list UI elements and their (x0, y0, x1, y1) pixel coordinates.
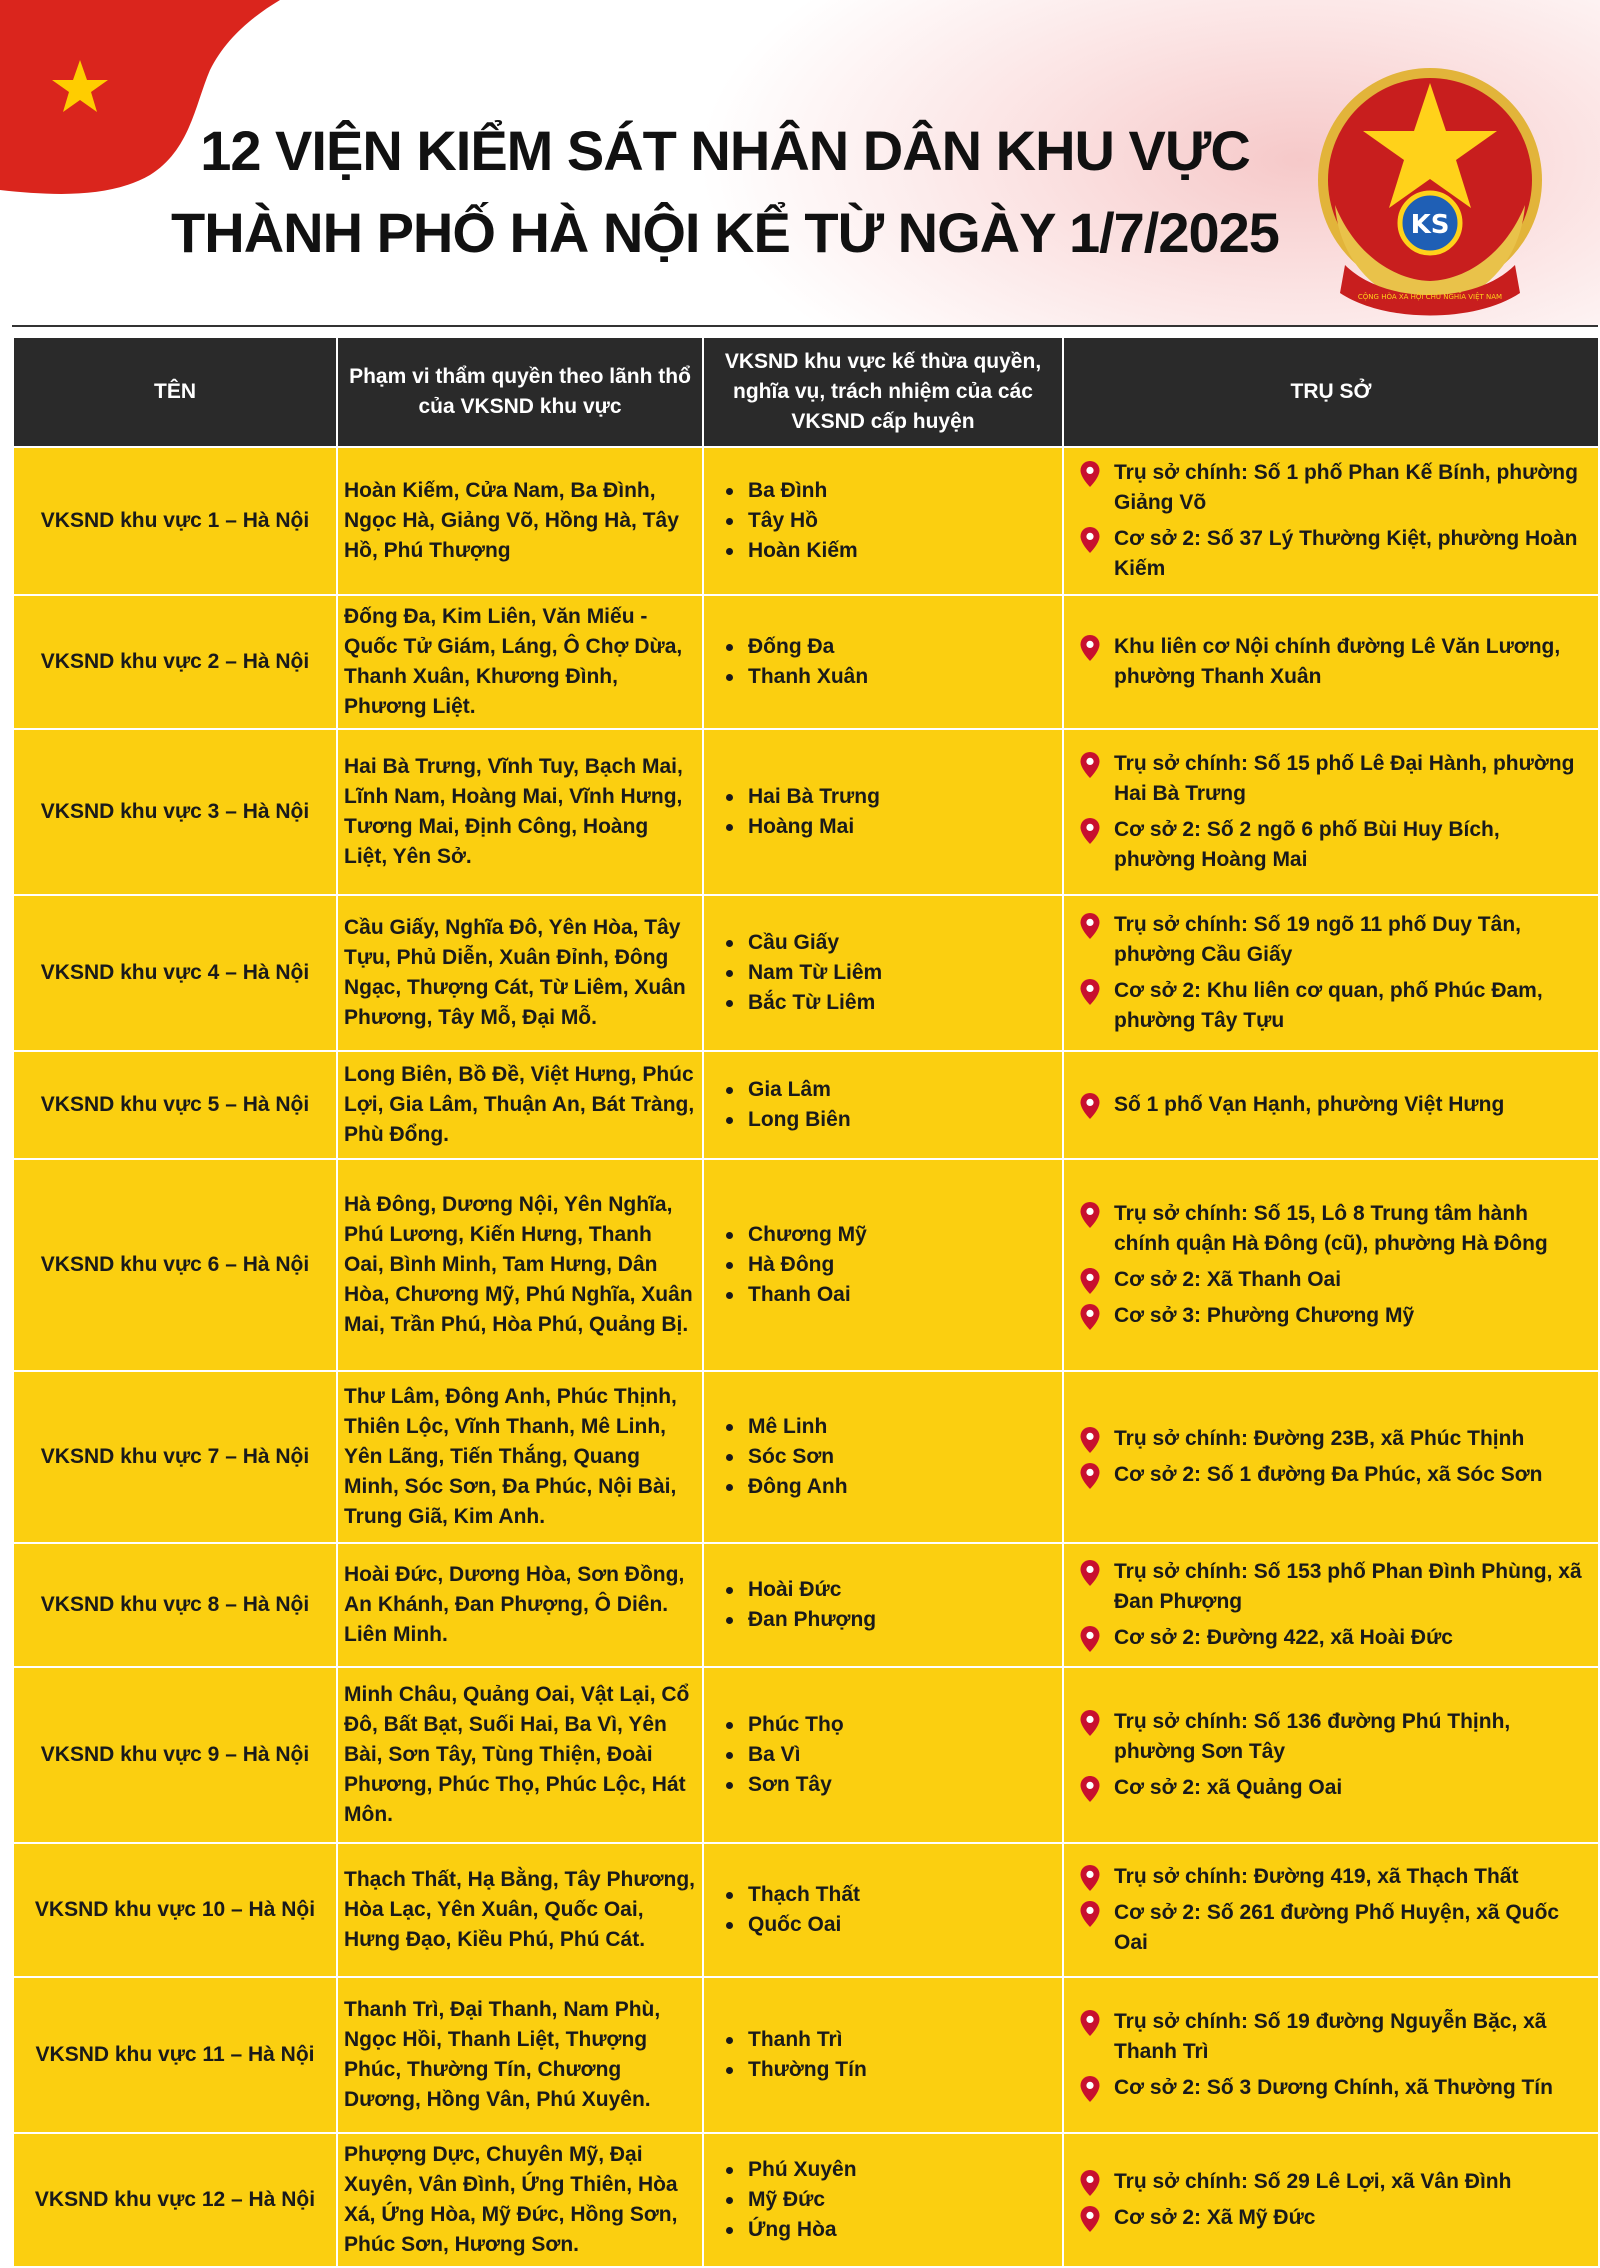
district-item: Hoàn Kiếm (726, 536, 1054, 566)
location-pin-icon (1078, 1625, 1102, 1653)
district-list (726, 476, 1054, 566)
location-pin-icon (1078, 2205, 1102, 2233)
district-item: Ứng Hòa (726, 2215, 1054, 2245)
column-header-inherit: VKSND khu vực kế thừa quyền, nghĩa vụ, trách nhiệm của các VKSND cấp huyện (703, 337, 1063, 447)
table-row (13, 895, 1599, 1051)
office-name: VKSND khu vực 4 – Hà Nội (13, 895, 337, 1051)
headquarters-address: Cơ sở 2: Số 3 Dương Chính, xã Thường Tín (1114, 2076, 1553, 2099)
headquarters-item (1078, 1301, 1586, 1331)
table-row (13, 729, 1599, 895)
headquarters-address: Khu liên cơ Nội chính đường Lê Văn Lương, phường Thanh Xuân (1114, 635, 1561, 688)
headquarters (1063, 2133, 1599, 2267)
headquarters-item (1078, 2203, 1586, 2233)
table-row (13, 1843, 1599, 1977)
district-list (726, 782, 1054, 842)
headquarters-address: Trụ sở chính: Số 29 Lê Lợi, xã Vân Đình (1114, 2170, 1512, 2193)
headquarters (1063, 447, 1599, 595)
inherited-districts (703, 1051, 1063, 1159)
office-name: VKSND khu vực 6 – Hà Nội (13, 1159, 337, 1371)
office-name: VKSND khu vực 8 – Hà Nội (13, 1543, 337, 1667)
office-name: VKSND khu vực 2 – Hà Nội (13, 595, 337, 729)
district-item: Quốc Oai (726, 1910, 1054, 1940)
headquarters-address: Trụ sở chính: Số 1 phố Phan Kế Bính, phường Giảng Võ (1114, 461, 1578, 514)
page-title-line-1: 12 VIỆN KIỂM SÁT NHÂN DÂN KHU VỰC (200, 119, 1250, 182)
inherited-districts (703, 595, 1063, 729)
emblem-initials: KS (1410, 210, 1450, 240)
table-body (13, 447, 1599, 2267)
district-item: Phúc Thọ (726, 1710, 1054, 1740)
headquarters-address: Trụ sở chính: Số 19 đường Nguyễn Bặc, xã Thanh Trì (1114, 2010, 1547, 2063)
location-pin-icon (1078, 912, 1102, 940)
procuracy-table (12, 336, 1600, 2268)
headquarters-item (1078, 1460, 1586, 1490)
office-name: VKSND khu vực 7 – Hà Nội (13, 1371, 337, 1543)
headquarters (1063, 895, 1599, 1051)
headquarters-address: Cơ sở 2: Xã Thanh Oai (1114, 1268, 1342, 1291)
location-pin-icon (1078, 751, 1102, 779)
district-item: Phú Xuyên (726, 2155, 1054, 2185)
table-row (13, 447, 1599, 595)
headquarters-item (1078, 2167, 1586, 2197)
district-item: Bắc Từ Liêm (726, 988, 1054, 1018)
location-pin-icon (1078, 2075, 1102, 2103)
inherited-districts (703, 1667, 1063, 1843)
district-item: Thanh Oai (726, 1280, 1054, 1310)
location-pin-icon (1078, 978, 1102, 1006)
location-pin-icon (1078, 526, 1102, 554)
headquarters (1063, 1371, 1599, 1543)
location-pin-icon (1078, 1559, 1102, 1587)
headquarters-address: Cơ sở 2: Số 2 ngõ 6 phố Bùi Huy Bích, phường Hoàng Mai (1114, 818, 1500, 871)
headquarters (1063, 1051, 1599, 1159)
inherited-districts (703, 1843, 1063, 1977)
district-list (726, 1412, 1054, 1502)
headquarters-address: Cơ sở 2: Khu liên cơ quan, phố Phúc Đam, phường Tây Tựu (1114, 979, 1543, 1032)
district-list (726, 2155, 1054, 2245)
headquarters-address: Cơ sở 2: Số 1 đường Đa Phúc, xã Sóc Sơn (1114, 1463, 1543, 1486)
headquarters-item (1078, 1862, 1586, 1892)
table-row (13, 1977, 1599, 2133)
table-header-row (13, 337, 1599, 447)
district-item: Tây Hồ (726, 506, 1054, 536)
district-item: Thanh Xuân (726, 662, 1054, 692)
headquarters-address: Trụ sở chính: Số 153 phố Phan Đình Phùng, xã Đan Phượng (1114, 1560, 1582, 1613)
district-list (726, 2025, 1054, 2085)
procuracy-emblem-icon (1315, 55, 1545, 325)
headquarters-item (1078, 1623, 1586, 1653)
location-pin-icon (1078, 1426, 1102, 1454)
office-name: VKSND khu vực 9 – Hà Nội (13, 1667, 337, 1843)
table-row (13, 595, 1599, 729)
page-title-line-2: THÀNH PHỐ HÀ NỘI KỂ TỪ NGÀY 1/7/2025 (171, 201, 1279, 264)
headquarters-item (1078, 1424, 1586, 1454)
district-item: Mê Linh (726, 1412, 1054, 1442)
district-item: Cầu Giấy (726, 928, 1054, 958)
office-name: VKSND khu vực 11 – Hà Nội (13, 1977, 337, 2133)
column-header-hq: TRỤ SỞ (1063, 337, 1599, 447)
inherited-districts (703, 1543, 1063, 1667)
district-list (726, 1075, 1054, 1135)
district-list (726, 1575, 1054, 1635)
table-row (13, 2133, 1599, 2267)
territorial-scope: Hoài Đức, Dương Hòa, Sơn Đồng, An Khánh, Đan Phượng, Ô Diên. Liên Minh. (337, 1543, 703, 1667)
territorial-scope: Hoàn Kiếm, Cửa Nam, Ba Đình, Ngọc Hà, Giảng Võ, Hồng Hà, Tây Hồ, Phú Thượng (337, 447, 703, 595)
location-pin-icon (1078, 2009, 1102, 2037)
location-pin-icon (1078, 1864, 1102, 1892)
headquarters-item (1078, 749, 1586, 809)
table-row (13, 1051, 1599, 1159)
district-list (726, 632, 1054, 692)
location-pin-icon (1078, 1709, 1102, 1737)
district-item: Thường Tín (726, 2055, 1054, 2085)
headquarters-item (1078, 632, 1586, 692)
district-item: Chương Mỹ (726, 1220, 1054, 1250)
headquarters-address: Cơ sở 2: Xã Mỹ Đức (1114, 2206, 1316, 2229)
district-item: Thạch Thất (726, 1880, 1054, 1910)
territorial-scope: Hà Đông, Dương Nội, Yên Nghĩa, Phú Lương, Kiến Hưng, Thanh Oai, Bình Minh, Tam Hưng, Dân Hòa, Chương Mỹ, Phú Nghĩa, Xuân Mai, Trần Phú, Hòa Phú, Quảng Bị. (337, 1159, 703, 1371)
column-header-name: TÊN (13, 337, 337, 447)
territorial-scope: Phượng Dực, Chuyên Mỹ, Đại Xuyên, Vân Đình, Ứng Thiên, Hòa Xá, Ứng Hòa, Mỹ Đức, Hồng Sơn, Phúc Sơn, Hương Sơn. (337, 2133, 703, 2267)
inherited-districts (703, 895, 1063, 1051)
location-pin-icon (1078, 460, 1102, 488)
headquarters-item (1078, 1199, 1586, 1259)
location-pin-icon (1078, 1092, 1102, 1120)
headquarters (1063, 729, 1599, 895)
inherited-districts (703, 1977, 1063, 2133)
headquarters-item (1078, 815, 1586, 875)
headquarters-address: Cơ sở 2: Đường 422, xã Hoài Đức (1114, 1626, 1453, 1649)
district-list (726, 1710, 1054, 1800)
location-pin-icon (1078, 1303, 1102, 1331)
headquarters-item (1078, 2007, 1586, 2067)
territorial-scope: Thư Lâm, Đông Anh, Phúc Thịnh, Thiên Lộc, Vĩnh Thanh, Mê Linh, Yên Lãng, Tiến Thắng, Quang Minh, Sóc Sơn, Đa Phúc, Nội Bài, Trung Giã, Kim Anh. (337, 1371, 703, 1543)
headquarters-item (1078, 524, 1586, 584)
inherited-districts (703, 729, 1063, 895)
district-item: Ba Đình (726, 476, 1054, 506)
inherited-districts (703, 1371, 1063, 1543)
territorial-scope: Đống Đa, Kim Liên, Văn Miếu - Quốc Tử Giám, Láng, Ô Chợ Dừa, Thanh Xuân, Khương Đình, Phương Liệt. (337, 595, 703, 729)
headquarters (1063, 1543, 1599, 1667)
headquarters-item (1078, 976, 1586, 1036)
headquarters-item (1078, 910, 1586, 970)
headquarters (1063, 1159, 1599, 1371)
headquarters-item (1078, 1773, 1586, 1803)
district-item: Thanh Trì (726, 2025, 1054, 2055)
headquarters (1063, 595, 1599, 729)
territorial-scope: Long Biên, Bồ Đề, Việt Hưng, Phúc Lợi, Gia Lâm, Thuận An, Bát Tràng, Phù Đổng. (337, 1051, 703, 1159)
headquarters (1063, 1843, 1599, 1977)
headquarters-item (1078, 458, 1586, 518)
headquarters-item (1078, 1898, 1586, 1958)
inherited-districts (703, 1159, 1063, 1371)
office-name: VKSND khu vực 1 – Hà Nội (13, 447, 337, 595)
page-header (0, 0, 1600, 325)
location-pin-icon (1078, 817, 1102, 845)
district-item: Sơn Tây (726, 1770, 1054, 1800)
district-item: Đông Anh (726, 1472, 1054, 1502)
location-pin-icon (1078, 1462, 1102, 1490)
headquarters-item (1078, 1707, 1586, 1767)
inherited-districts (703, 447, 1063, 595)
inherited-districts (703, 2133, 1063, 2267)
office-name: VKSND khu vực 3 – Hà Nội (13, 729, 337, 895)
territorial-scope: Hai Bà Trưng, Vĩnh Tuy, Bạch Mai, Lĩnh Nam, Hoàng Mai, Vĩnh Hưng, Tương Mai, Định Công, Hoàng Liệt, Yên Sở. (337, 729, 703, 895)
district-item: Mỹ Đức (726, 2185, 1054, 2215)
district-item: Sóc Sơn (726, 1442, 1054, 1472)
headquarters-item (1078, 1090, 1586, 1120)
headquarters-address: Cơ sở 3: Phường Chương Mỹ (1114, 1304, 1415, 1327)
location-pin-icon (1078, 1900, 1102, 1928)
headquarters-address: Cơ sở 2: Số 261 đường Phố Huyện, xã Quốc Oai (1114, 1901, 1560, 1954)
location-pin-icon (1078, 1201, 1102, 1229)
headquarters-address: Trụ sở chính: Số 15 phố Lê Đại Hành, phường Hai Bà Trưng (1114, 752, 1575, 805)
territorial-scope: Cầu Giấy, Nghĩa Đô, Yên Hòa, Tây Tựu, Phủ Diễn, Xuân Đỉnh, Đông Ngạc, Thượng Cát, Từ Liêm, Xuân Phương, Tây Mỗ, Đại Mỗ. (337, 895, 703, 1051)
location-pin-icon (1078, 1267, 1102, 1295)
headquarters-address: Trụ sở chính: Số 19 ngõ 11 phố Duy Tân, phường Cầu Giấy (1114, 913, 1521, 966)
district-item: Hoàng Mai (726, 812, 1054, 842)
district-item: Long Biên (726, 1105, 1054, 1135)
headquarters-address: Cơ sở 2: xã Quảng Oai (1114, 1776, 1343, 1799)
office-name: VKSND khu vực 5 – Hà Nội (13, 1051, 337, 1159)
headquarters-address: Trụ sở chính: Số 136 đường Phú Thịnh, phường Sơn Tây (1114, 1710, 1511, 1763)
emblem-ribbon-text: CỘNG HÒA XÃ HỘI CHỦ NGHĨA VIỆT NAM (1357, 293, 1503, 301)
district-list (726, 1880, 1054, 1940)
district-list (726, 1220, 1054, 1310)
headquarters-address: Cơ sở 2: Số 37 Lý Thường Kiệt, phường Hoàn Kiếm (1114, 527, 1578, 580)
table-row (13, 1667, 1599, 1843)
headquarters-address: Trụ sở chính: Số 15, Lô 8 Trung tâm hành chính quận Hà Đông (cũ), phường Hà Đông (1114, 1202, 1548, 1255)
location-pin-icon (1078, 1775, 1102, 1803)
territorial-scope: Minh Châu, Quảng Oai, Vật Lại, Cổ Đô, Bất Bạt, Suối Hai, Ba Vì, Yên Bài, Sơn Tây, Tùng Thiện, Đoài Phương, Phúc Thọ, Phúc Lộc, Hát Môn. (337, 1667, 703, 1843)
district-item: Hà Đông (726, 1250, 1054, 1280)
territorial-scope: Thạch Thất, Hạ Bằng, Tây Phương, Hòa Lạc, Yên Xuân, Quốc Oai, Hưng Đạo, Kiều Phú, Phú Cát. (337, 1843, 703, 1977)
district-item: Hoài Đức (726, 1575, 1054, 1605)
district-item: Đống Đa (726, 632, 1054, 662)
district-item: Nam Từ Liêm (726, 958, 1054, 988)
table-row (13, 1543, 1599, 1667)
headquarters-address: Số 1 phố Vạn Hạnh, phường Việt Hưng (1114, 1093, 1505, 1116)
table-row (13, 1159, 1599, 1371)
headquarters-item (1078, 2073, 1586, 2103)
district-item: Gia Lâm (726, 1075, 1054, 1105)
district-item: Ba Vì (726, 1740, 1054, 1770)
header-divider (12, 325, 1598, 327)
headquarters-item (1078, 1557, 1586, 1617)
office-name: VKSND khu vực 12 – Hà Nội (13, 2133, 337, 2267)
district-item: Hai Bà Trưng (726, 782, 1054, 812)
headquarters-address: Trụ sở chính: Đường 419, xã Thạch Thất (1114, 1865, 1519, 1888)
location-pin-icon (1078, 2169, 1102, 2197)
district-list (726, 928, 1054, 1018)
headquarters-address: Trụ sở chính: Đường 23B, xã Phúc Thịnh (1114, 1427, 1525, 1450)
column-header-scope: Phạm vi thẩm quyền theo lãnh thổ của VKSND khu vực (337, 337, 703, 447)
district-item: Đan Phượng (726, 1605, 1054, 1635)
headquarters (1063, 1667, 1599, 1843)
location-pin-icon (1078, 634, 1102, 662)
office-name: VKSND khu vực 10 – Hà Nội (13, 1843, 337, 1977)
table-row (13, 1371, 1599, 1543)
headquarters (1063, 1977, 1599, 2133)
headquarters-item (1078, 1265, 1586, 1295)
territorial-scope: Thanh Trì, Đại Thanh, Nam Phù, Ngọc Hồi, Thanh Liệt, Thượng Phúc, Thường Tín, Chương Dương, Hồng Vân, Phú Xuyên. (337, 1977, 703, 2133)
